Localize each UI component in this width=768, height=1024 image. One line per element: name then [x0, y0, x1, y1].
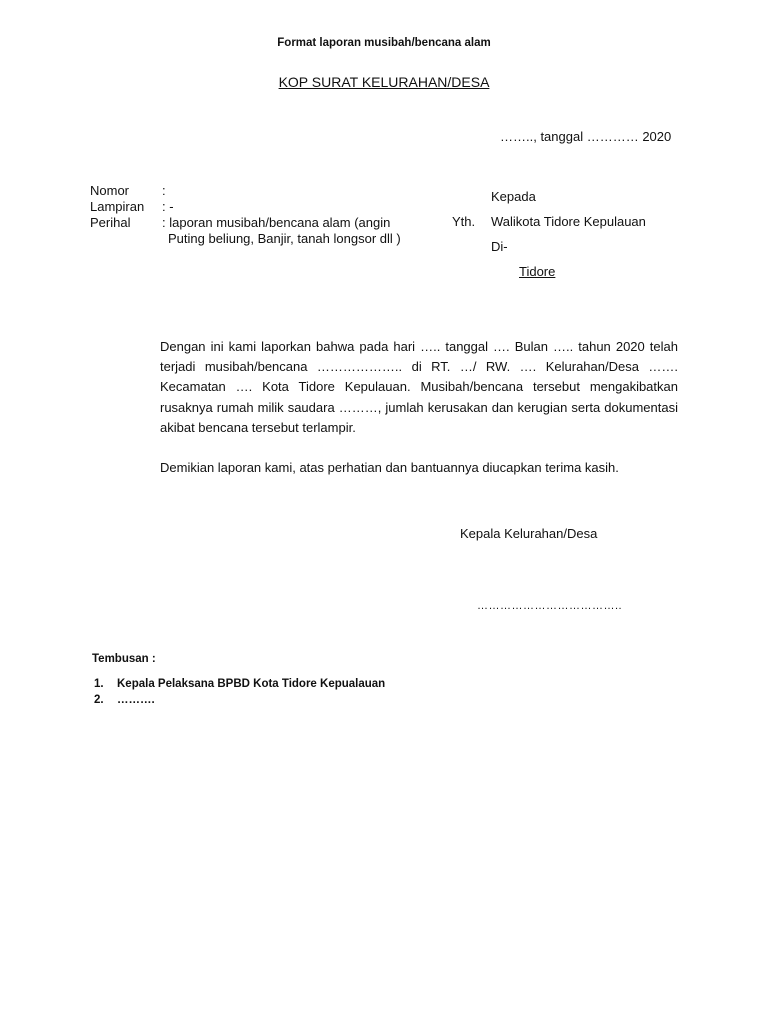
letterhead-placeholder	[0, 74, 768, 90]
date-line: …….., tanggal ………… 2020	[500, 129, 672, 144]
lampiran-label: Lampiran	[90, 199, 145, 214]
lampiran-value: : -	[162, 199, 174, 214]
tembusan-item-2: ……….	[117, 694, 155, 706]
nomor-value: :	[162, 183, 166, 198]
letterhead-text: KOP SURAT KELURAHAN/DESA	[278, 74, 490, 90]
recipient-place: Tidore	[519, 264, 556, 279]
recipient-yth: Yth.	[452, 214, 476, 229]
document-heading: Format laporan musibah/bencana alam	[277, 37, 491, 49]
perihal-line-2: Puting beliung, Banjir, tanah longsor dll )	[168, 231, 401, 246]
tembusan-item-1-number: 1.	[94, 678, 104, 690]
perihal-line-1: : laporan musibah/bencana alam (angin	[162, 215, 391, 230]
tembusan-item-2-number: 2.	[94, 694, 104, 706]
recipient-kepada: Kepada	[491, 189, 536, 204]
signature-title: Kepala Kelurahan/Desa	[460, 526, 598, 541]
tembusan-item-1: Kepala Pelaksana BPBD Kota Tidore Kepualauan	[117, 678, 386, 690]
tembusan-label: Tembusan :	[92, 653, 156, 665]
body-paragraph-1: Dengan ini kami laporkan bahwa pada hari ….. tanggal …. Bulan ….. tahun 2020 telah terjadi musibah/bencana ……………….. di RT. …/ RW. …. Kelurahan/Desa ……. Kecamatan …. Kota Tidore Kepulauan. Musibah/bencana tersebut mengakibatkan rusaknya rumah milik saudara ………, jumlah kerusakan dan kerugian serta dokumentasi akibat bencana tersebut terlampir.	[160, 339, 678, 435]
recipient-di: Di-	[491, 239, 508, 254]
recipient-name: Walikota Tidore Kepulauan	[491, 214, 646, 229]
perihal-label: Perihal	[90, 215, 131, 230]
signature-name-placeholder: ………………………………..	[477, 600, 623, 612]
nomor-label: Nomor	[90, 183, 130, 198]
body-paragraph-2: Demikian laporan kami, atas perhatian dan bantuannya diucapkan terima kasih.	[160, 460, 619, 475]
